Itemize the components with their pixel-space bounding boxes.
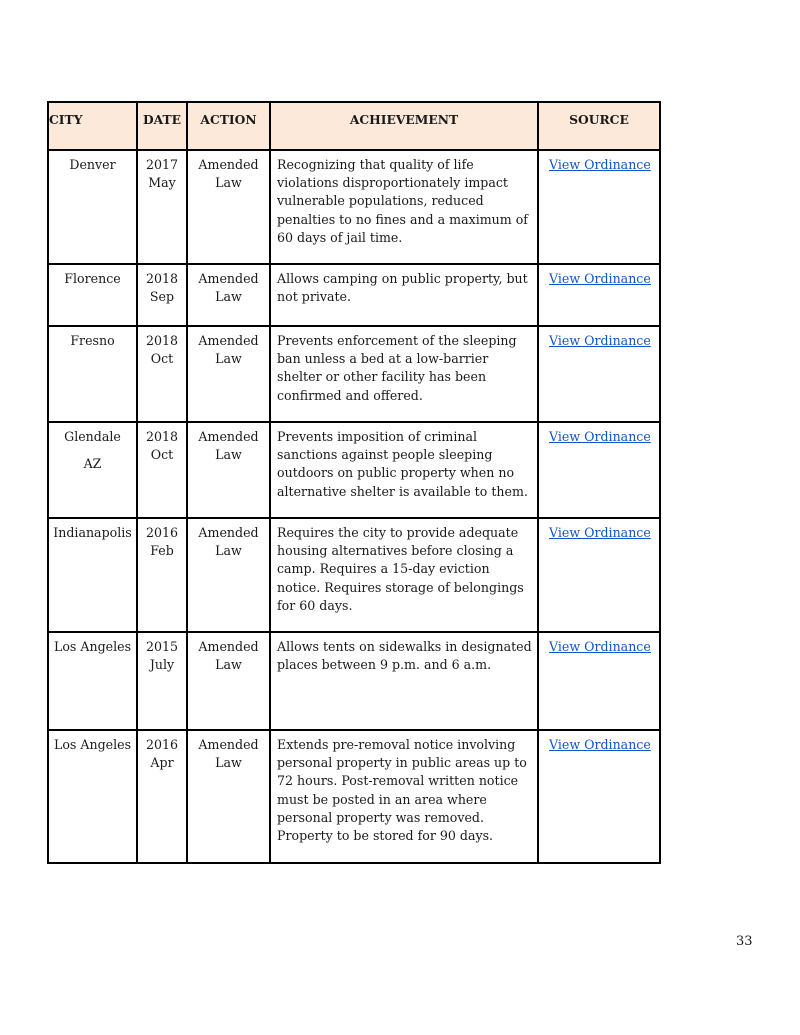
action-line2: Law — [215, 657, 242, 673]
city-cell — [48, 422, 137, 518]
header-city: CITY — [48, 102, 137, 150]
header-source: SOURCE — [538, 102, 660, 150]
date-year: 2015 — [145, 639, 179, 654]
city-cell — [48, 518, 137, 632]
view-ordinance-link[interactable]: View Ordinance — [549, 271, 651, 286]
city-cell — [48, 150, 137, 264]
header-achievement: ACHIEVEMENT — [270, 102, 538, 150]
date-month: May — [148, 175, 176, 191]
view-ordinance-link[interactable]: View Ordinance — [549, 333, 651, 348]
view-ordinance-link[interactable]: View Ordinance — [549, 157, 651, 172]
action-cell — [187, 422, 270, 518]
achievement-cell: Allows tents on sidewalks in designated places between 9 p.m. and 6 a.m. — [270, 632, 538, 730]
date-month: Oct — [150, 351, 174, 367]
action-line1: Amended — [198, 737, 259, 752]
date-year: 2016 — [145, 737, 179, 752]
date-year: 2016 — [145, 525, 179, 540]
header-action: ACTION — [187, 102, 270, 150]
city-name: Los Angeles — [53, 639, 132, 654]
source-cell — [538, 326, 660, 422]
table-row — [48, 730, 660, 863]
action-line2: Law — [215, 289, 242, 305]
action-line2: Law — [215, 351, 242, 367]
achievement-cell: Allows camping on public property, but not private. — [270, 264, 538, 326]
date-cell — [137, 264, 187, 326]
date-month: July — [149, 657, 175, 673]
table-row — [48, 518, 660, 632]
table-row — [48, 264, 660, 326]
city-cell — [48, 730, 137, 863]
date-cell — [137, 518, 187, 632]
source-cell — [538, 264, 660, 326]
city-name: Florence — [64, 271, 121, 286]
page-number: 33 — [736, 934, 753, 949]
date-year: 2017 — [145, 157, 179, 172]
table-row — [48, 422, 660, 518]
date-year: 2018 — [145, 429, 179, 444]
date-cell — [137, 730, 187, 863]
date-month: Sep — [149, 289, 175, 305]
date-cell — [137, 150, 187, 264]
achievement-cell: Prevents imposition of criminal sanctions against people sleeping outdoors on public property when no alternative shelter is available to them. — [270, 422, 538, 518]
achievement-cell: Extends pre-removal notice involving personal property in public areas up to 72 hours. Post-removal written notice must be posted in an area where personal property was removed. Property to be stored for 90 days. — [270, 730, 538, 863]
ordinance-table — [47, 101, 661, 864]
action-line2: Law — [215, 447, 242, 463]
city-name: Fresno — [70, 333, 115, 348]
date-cell — [137, 326, 187, 422]
date-month: Apr — [150, 755, 174, 771]
action-line1: Amended — [198, 157, 259, 172]
date-year: 2018 — [145, 271, 179, 286]
date-year: 2018 — [145, 333, 179, 348]
action-cell — [187, 518, 270, 632]
action-line1: Amended — [198, 271, 259, 286]
source-cell — [538, 422, 660, 518]
view-ordinance-link[interactable]: View Ordinance — [549, 429, 651, 444]
city-cell — [48, 326, 137, 422]
table-row — [48, 632, 660, 730]
achievement-cell: Requires the city to provide adequate housing alternatives before closing a camp. Requires a 15-day eviction notice. Requires storage of belongings for 60 days. — [270, 518, 538, 632]
view-ordinance-link[interactable]: View Ordinance — [549, 639, 651, 654]
date-cell — [137, 632, 187, 730]
date-month: Oct — [150, 447, 174, 463]
city-name: Los Angeles — [53, 737, 132, 752]
city-name: Indianapolis — [53, 525, 132, 540]
view-ordinance-link[interactable]: View Ordinance — [549, 737, 651, 752]
action-cell — [187, 730, 270, 863]
action-line1: Amended — [198, 429, 259, 444]
table-row — [48, 326, 660, 422]
header-date: DATE — [137, 102, 187, 150]
source-cell — [538, 632, 660, 730]
city-name: Denver — [69, 157, 116, 172]
action-line1: Amended — [198, 639, 259, 654]
table-row — [48, 150, 660, 264]
city-cell — [48, 632, 137, 730]
view-ordinance-link[interactable]: View Ordinance — [549, 525, 651, 540]
action-line1: Amended — [198, 333, 259, 348]
city-cell — [48, 264, 137, 326]
achievement-cell: Recognizing that quality of life violations disproportionately impact vulnerable populations, reduced penalties to no fines and a maximum of 60 days of jail time. — [270, 150, 538, 264]
city-state: AZ — [83, 456, 102, 472]
source-cell — [538, 518, 660, 632]
source-cell — [538, 150, 660, 264]
action-cell — [187, 150, 270, 264]
achievement-cell: Prevents enforcement of the sleeping ban unless a bed at a low-barrier shelter or other facility has been confirmed and offered. — [270, 326, 538, 422]
action-cell — [187, 632, 270, 730]
action-cell — [187, 264, 270, 326]
action-cell — [187, 326, 270, 422]
action-line2: Law — [215, 175, 242, 191]
header-row — [48, 102, 660, 150]
source-cell — [538, 730, 660, 863]
action-line2: Law — [215, 755, 242, 771]
action-line2: Law — [215, 543, 242, 559]
city-name: Glendale — [64, 429, 121, 444]
action-line1: Amended — [198, 525, 259, 540]
date-month: Feb — [150, 543, 174, 559]
date-cell — [137, 422, 187, 518]
